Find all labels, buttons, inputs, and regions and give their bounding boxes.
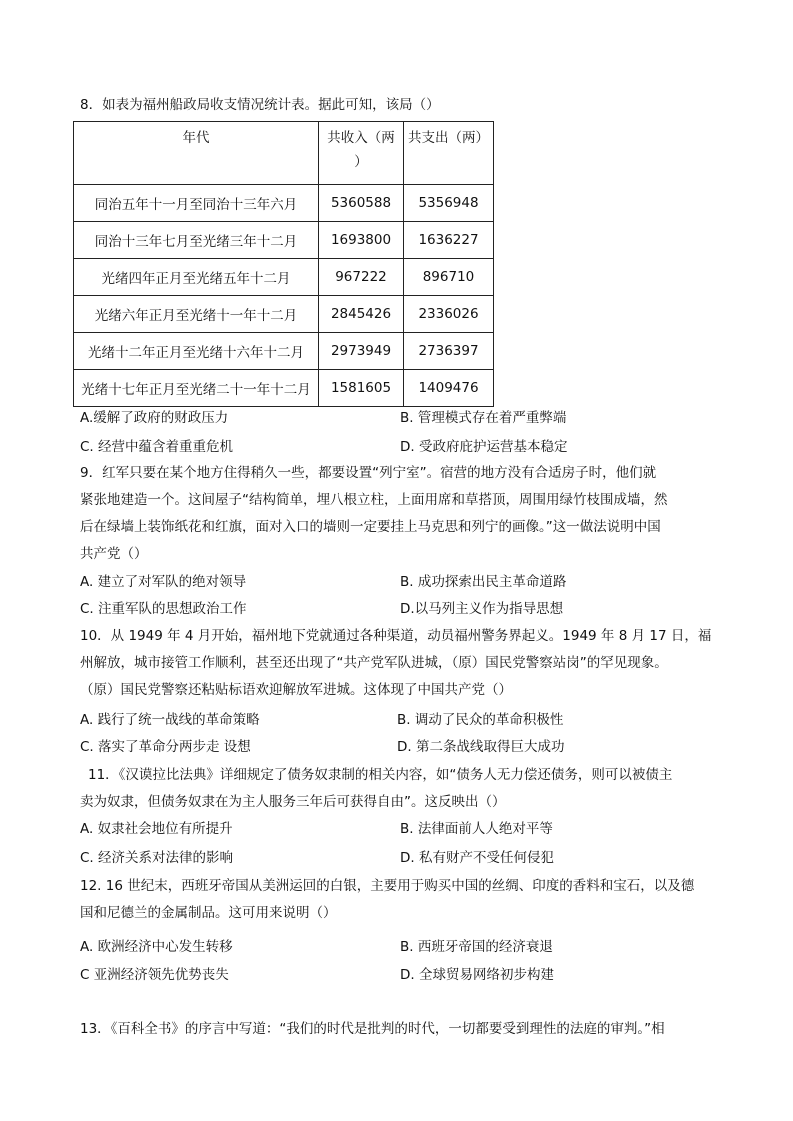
row-income: 2845426 <box>319 296 404 333</box>
q9-line-4: 共产党（） <box>80 546 148 562</box>
q11-option-c[interactable]: C. 经济关系对法律的影响 <box>80 850 234 866</box>
q11-option-d[interactable]: D. 私有财产不受任何侵犯 <box>400 850 554 866</box>
row-income: 1693800 <box>319 222 404 259</box>
q12-option-b[interactable]: B. 西班牙帝国的经济衰退 <box>400 939 553 955</box>
q9-line-3: 后在绿墙上装饰纸花和红旗，面对入口的墙则一定要挂上马克思和列宁的画像。”这一做法说明中国 <box>80 519 661 535</box>
q12-option-d[interactable]: D. 全球贸易网络初步构建 <box>400 967 554 983</box>
row-era: 光绪四年正月至光绪五年十二月 <box>74 259 319 296</box>
header-income <box>319 122 404 185</box>
q9-line-2: 紧张地建造一个。这间屋子“结构简单，埋八根立柱，上面用席和草搭顶，周围用绿竹枝围成墙，然 <box>80 492 668 508</box>
q11-option-b[interactable]: B. 法律面前人人绝对平等 <box>400 821 553 837</box>
table-row <box>74 222 494 259</box>
q8-option-a[interactable]: A.缓解了政府的财政压力 <box>80 410 229 426</box>
q12-option-c[interactable]: C 亚洲经济领先优势丧失 <box>80 967 229 983</box>
table-row <box>74 259 494 296</box>
header-income-line2: ） <box>354 154 368 170</box>
q12-option-a[interactable]: A. 欧洲经济中心发生转移 <box>80 939 233 955</box>
row-era: 光绪六年正月至光绪十一年十二月 <box>74 296 319 333</box>
q10-option-d[interactable]: D. 第二条战线取得巨大成功 <box>397 739 565 755</box>
q11-line-2: 卖为奴隶，但债务奴隶在为主人服务三年后可获得自由”。这反映出（） <box>80 794 506 810</box>
q8-option-d[interactable]: D. 受政府庇护运营基本稳定 <box>400 439 568 455</box>
header-income-line1: 共收入（两 <box>327 130 395 146</box>
q9-line-1: 9．红军只要在某个地方住得稍久一些，都要设置“列宁室”。宿营的地方没有合适房子时，他们就 <box>80 465 657 481</box>
q9-option-a[interactable]: A. 建立了对军队的绝对领导 <box>80 574 247 590</box>
row-expense: 2336026 <box>404 296 494 333</box>
q9-option-c[interactable]: C. 注重军队的思想政治工作 <box>80 601 247 617</box>
table-row <box>74 185 494 222</box>
revenue-table <box>73 121 494 407</box>
row-expense: 1636227 <box>404 222 494 259</box>
row-income: 1581605 <box>319 370 404 407</box>
q11-option-a[interactable]: A. 奴隶社会地位有所提升 <box>80 821 233 837</box>
q11-line-1: 11．《汉谟拉比法典》详细规定了债务奴隶制的相关内容，如“债务人无力偿还债务，则可以被债主 <box>88 767 673 783</box>
table-header-row <box>74 122 494 185</box>
row-era: 同治五年十一月至同治十三年六月 <box>74 185 319 222</box>
q8-option-c[interactable]: C. 经营中蕴含着重重危机 <box>80 439 234 455</box>
q8-option-b[interactable]: B. 管理模式存在着严重弊端 <box>400 410 567 426</box>
header-era: 年代 <box>74 122 319 185</box>
q10-option-b[interactable]: B. 调动了民众的革命积极性 <box>397 712 564 728</box>
row-era: 光绪十七年正月至光绪二十一年十二月 <box>74 370 319 407</box>
row-era: 同治十三年七月至光绪三年十二月 <box>74 222 319 259</box>
row-expense: 1409476 <box>404 370 494 407</box>
row-expense: 5356948 <box>404 185 494 222</box>
q12-line-1: 12. 16 世纪末，西班牙帝国从美洲运回的白银，主要用于购买中国的丝绸、印度的香料和宝石，以及德 <box>80 878 695 894</box>
q10-line-3: （原）国民党警察还粘贴标语欢迎解放军进城。这体现了中国共产党（） <box>80 682 512 698</box>
row-income: 967222 <box>319 259 404 296</box>
table-row <box>74 296 494 333</box>
q10-line-2: 州解放，城市接管工作顺利，甚至还出现了“共产党军队进城，（原）国民党警察站岗”的罕见现象。 <box>80 655 668 671</box>
q10-option-c[interactable]: C. 落实了革命分两步走 设想 <box>80 739 251 755</box>
row-expense: 2736397 <box>404 333 494 370</box>
header-expense: 共支出（两） <box>404 122 494 185</box>
row-expense: 896710 <box>404 259 494 296</box>
row-income: 2973949 <box>319 333 404 370</box>
q8-stem: 8．如表为福州船政局收支情况统计表。据此可知，该局（） <box>80 97 440 113</box>
q10-option-a[interactable]: A. 践行了统一战线的革命策略 <box>80 712 260 728</box>
table-row <box>74 370 494 407</box>
row-era: 光绪十二年正月至光绪十六年十二月 <box>74 333 319 370</box>
q13-line-1: 13．《百科全书》的序言中写道：“我们的时代是批判的时代，一切都要受到理性的法庭的审判。”相 <box>80 1021 665 1037</box>
q12-line-2: 国和尼德兰的金属制品。这可用来说明（） <box>80 905 337 921</box>
table-row <box>74 333 494 370</box>
q10-line-1: 10．从 1949 年 4 月开始，福州地下党就通过各种渠道，动员福州警务界起义。1949 年 8 月 17 日，福 <box>80 628 712 644</box>
q9-option-b[interactable]: B. 成功探索出民主革命道路 <box>400 574 567 590</box>
q9-option-d[interactable]: D.以马列主义作为指导思想 <box>400 601 564 617</box>
row-income: 5360588 <box>319 185 404 222</box>
